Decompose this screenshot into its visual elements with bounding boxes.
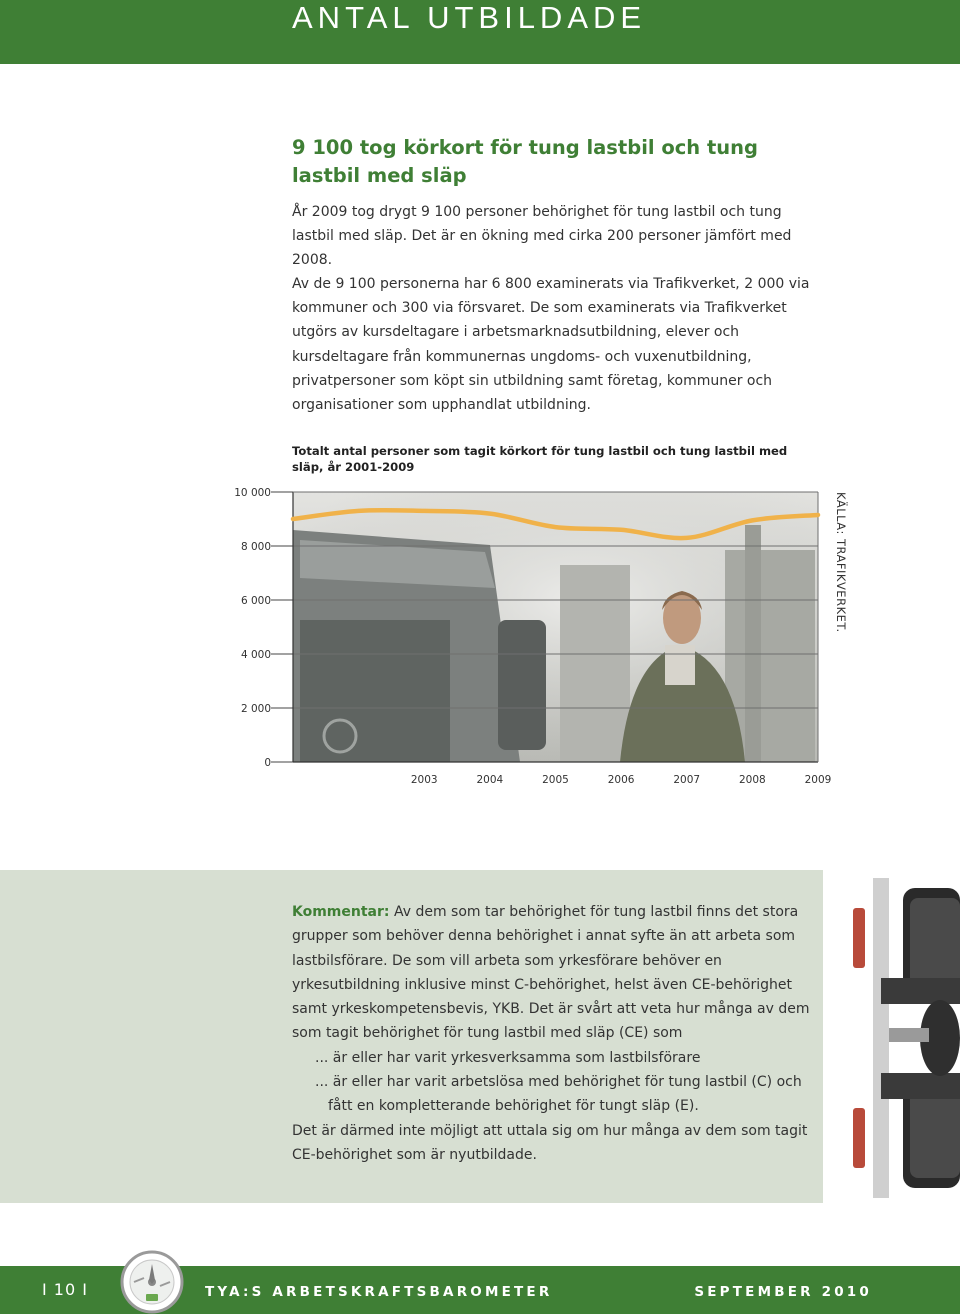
paragraph-details: Av de 9 100 personerna har 6 800 examinerats via Trafikverket, 2 000 via kommuner och 300 via försvaret. De som examinerats via Trafikverket utgörs av kursdeltagare i arbetsmarknadsutbildning, elever och kursdeltagare från kommunernas ungdoms- och vuxenutbildning, privatpersoner som köpt sin utbildning samt företag, kommuner och organisationer som upphandlat utbildning. [292,276,810,414]
comment-list-item-1: ... är eller har varit yrkesverksamma som lastbilsförare [315,1049,701,1066]
publication-name: TYA:S ARBETSKRAFTSBAROMETER [205,1284,553,1300]
chart-source-text: KÄLLA: TRAFIKVERKET. [834,492,848,633]
background-photo [293,492,818,762]
y-tick-label: 8 000 [240,541,271,553]
line-chart [0,470,960,800]
comment-label: Kommentar: [292,904,390,920]
chart-title: Totalt antal personer som tagit körkort för tung lastbil och tung lastbil med släp, år 2001-2009 [292,444,788,474]
y-tick-label: 2 000 [240,703,271,715]
x-tick-label: 2006 [607,774,635,786]
article-heading: 9 100 tog körkort för tung lastbil och tung lastbil med släp [292,136,759,187]
section-title: ANTAL UTBILDADE [292,0,647,35]
chart-source [830,492,850,652]
y-tick-label: 6 000 [240,595,271,607]
x-tick-label: 2008 [739,774,766,786]
x-tick-label: 2003 [410,774,438,786]
comment-text-2: Det är därmed inte möjligt att uttala sig om hur många av dem som tagit CE-behörighet som är nyutbildade. [292,1122,808,1163]
comment-text [292,900,817,1167]
page-header [0,0,960,64]
y-tick-label: 10 000 [234,487,271,499]
truck-chassis-icon [845,878,960,1198]
page-number: I 10 I [42,1280,88,1299]
x-tick-label: 2009 [804,774,832,786]
x-tick-label: 2005 [542,774,569,786]
x-tick-label: 2007 [673,774,701,786]
y-tick-label: 4 000 [240,649,271,661]
paragraph-intro: År 2009 tog drygt 9 100 personer behörighet för tung lastbil och tung lastbil med släp. Det är en ökning med cirka 200 personer jämfört med 2008. [292,204,792,269]
compass-badge-icon [120,1250,184,1314]
comment-list-item-2: ... är eller har varit arbetslösa med behörighet för tung lastbil (C) och fått en kompletterande behörighet för tungt släp (E). [315,1074,802,1115]
comment-text-1: Av dem som tar behörighet för tung lastbil finns det stora grupper som behöver denna behörighet i annat syfte än att arbeta som lastbilsförare. De som vill arbeta som yrkesförare behöver en yrkesutbildning inklusive minst C-behörighet, helst även CE-behörighet samt yrkeskompetensbevis, YKB. Det är svårt att veta hur många av dem som tagit behörighet för tung lastbil med släp (CE) som [292,904,810,1042]
publication-date: SEPTEMBER 2010 [694,1284,872,1300]
y-tick-label: 0 [264,757,271,769]
x-tick-label: 2004 [476,774,504,786]
